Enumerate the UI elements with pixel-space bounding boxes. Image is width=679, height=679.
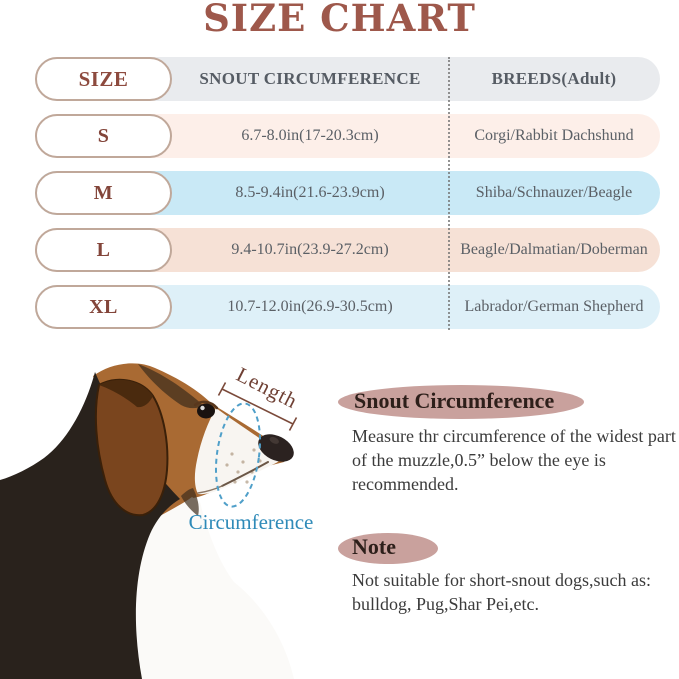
header-size-pill: SIZE xyxy=(35,57,172,101)
size-pill-m: M xyxy=(35,171,172,215)
table-header-row xyxy=(35,57,660,101)
snout-value-s: 6.7-8.0in(17-20.3cm) xyxy=(241,127,379,144)
snout-value-m: 8.5-9.4in(21.6-23.9cm) xyxy=(235,184,385,201)
snout-value-xl: 10.7-12.0in(26.9-30.5cm) xyxy=(227,298,393,315)
column-divider-dotted xyxy=(448,57,450,330)
length-label: Length xyxy=(232,362,302,414)
breeds-value-s: Corgi/Rabbit Dachshund xyxy=(474,127,634,144)
note-section-body: Not suitable for short-snout dogs,such as: bulldog, Pug,Shar Pei,etc. xyxy=(352,570,651,614)
header-breeds: BREEDS(Adult) xyxy=(491,69,617,88)
table-row-m xyxy=(35,171,660,215)
size-pill-xl: XL xyxy=(35,285,172,329)
size-table xyxy=(35,57,660,330)
snout-value-l: 9.4-10.7in(23.9-27.2cm) xyxy=(231,241,389,258)
circumference-label: Circumference xyxy=(188,510,314,534)
snout-section-heading: Snout Circumference xyxy=(354,388,555,413)
table-row-s xyxy=(35,114,660,158)
dog-measurement-diagram xyxy=(0,358,322,679)
snout-section-body: Measure thr circumference of the widest part of the muzzle,0.5” below the eye is recommended. xyxy=(352,426,676,494)
note-section-heading: Note xyxy=(352,534,396,559)
table-row-l xyxy=(35,228,660,272)
size-pill-l: L xyxy=(35,228,172,272)
breeds-value-xl: Labrador/German Shepherd xyxy=(464,298,644,315)
breeds-value-l: Beagle/Dalmatian/Doberman xyxy=(460,241,648,258)
table-row-xl xyxy=(35,285,660,329)
header-snout-circumference: SNOUT CIRCUMFERENCE xyxy=(199,69,421,88)
page-title: SIZE CHART xyxy=(203,0,476,40)
size-pill-s: S xyxy=(35,114,172,158)
breeds-value-m: Shiba/Schnauzer/Beagle xyxy=(475,184,633,201)
